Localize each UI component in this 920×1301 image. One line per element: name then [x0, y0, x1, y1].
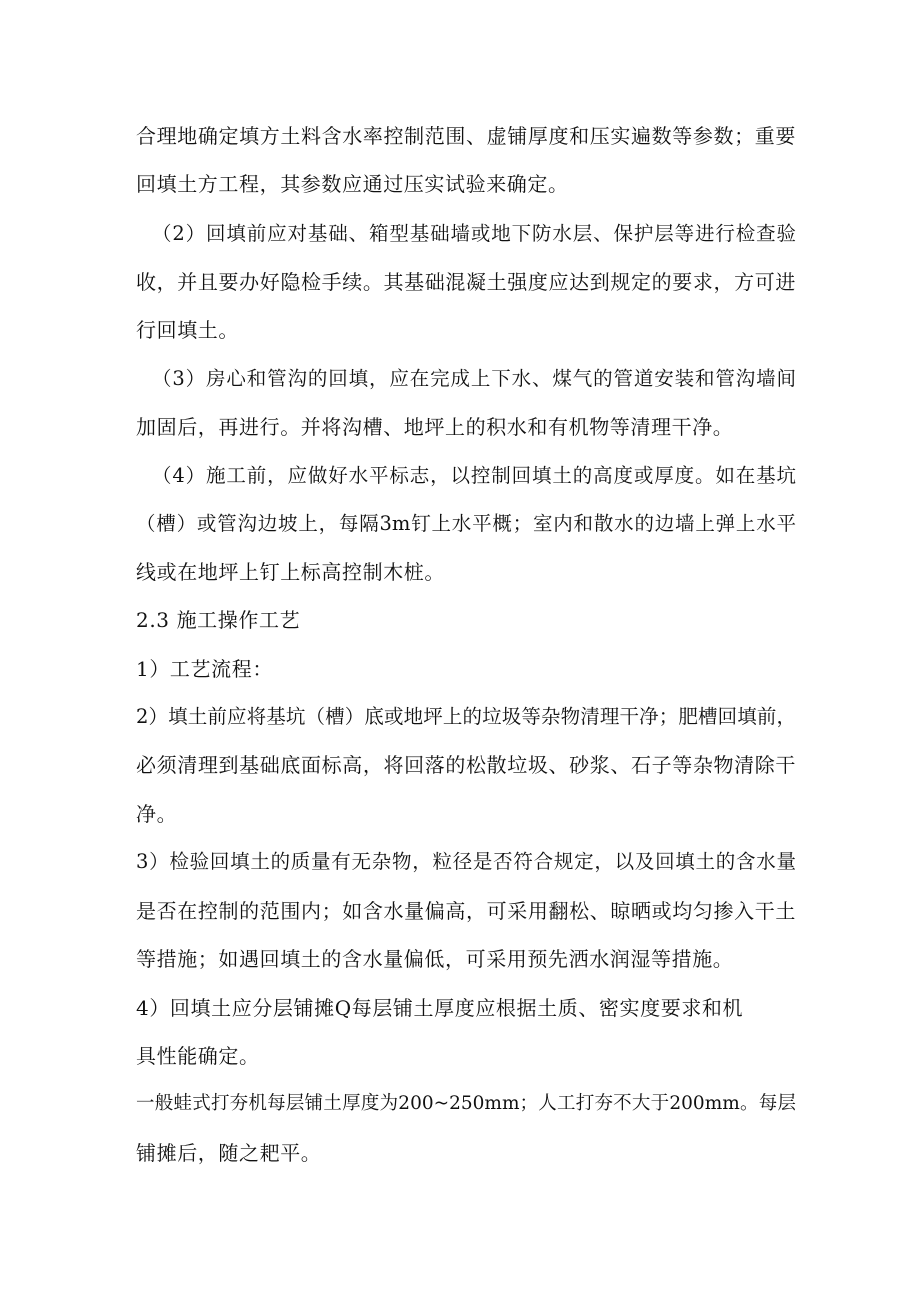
- section-heading: 2.3 施工操作工艺: [136, 608, 301, 632]
- text-line-12: 1）工艺流程：: [136, 657, 273, 681]
- text-line-19: 4）回填土应分层铺摊Q每层铺土厚度应根据土质、密实度要求和机: [136, 996, 744, 1020]
- text-line-10: 线或在地坪上钉上标高控制木桩。: [136, 560, 445, 584]
- text-line-4: 收，并且要办好隐检手续。其基础混凝土强度应达到规定的要求，方可进: [136, 270, 796, 294]
- text-line-16: 3）检验回填土的质量有无杂物，粒径是否符合规定，以及回填土的含水量: [136, 850, 796, 873]
- text-line-5: 行回填土。: [136, 318, 239, 342]
- text-line-18: 等措施；如遇回填土的含水量偏低，可采用预先洒水润湿等措施。: [136, 947, 734, 971]
- text-line-22: 铺摊后，随之耙平。: [136, 1141, 322, 1165]
- text-line-17: 是否在控制的范围内；如含水量偏高，可采用翻松、晾晒或均匀掺入干土: [136, 899, 796, 923]
- text-line-20: 具性能确定。: [136, 1044, 260, 1068]
- text-line-2: 回填土方工程，其参数应通过压实试验来确定。: [136, 172, 569, 196]
- text-line-14: 必须清理到基础底面标高，将回落的松散垃圾、砂浆、石子等杂物清除干: [136, 753, 796, 777]
- text-line-9: （槽）或管沟边坡上，每隔3m钉上水平概；室内和散水的边墙上弹上水平: [136, 512, 796, 535]
- text-line-6: （3）房心和管沟的回填，应在完成上下水、煤气的管道安装和管沟墙间: [152, 367, 796, 390]
- text-line-21: 一般蛙式打夯机每层铺土厚度为200~250mm；人工打夯不大于200mm。每层: [136, 1093, 796, 1114]
- text-line-8: （4）施工前，应做好水平标志，以控制回填土的高度或厚度。如在基坑: [152, 464, 796, 487]
- text-line-1: 合理地确定填方土料含水率控制范围、虚铺厚度和压实遍数等参数；重要: [136, 124, 796, 148]
- text-line-3: （2）回填前应对基础、箱型基础墙或地下防水层、保护层等进行检查验: [152, 222, 796, 245]
- text-line-13: 2）填土前应将基坑（槽）底或地坪上的垃圾等杂物清理干净；肥槽回填前，: [136, 705, 796, 728]
- text-line-7: 加固后，再进行。并将沟槽、地坪上的积水和有机物等清理干净。: [136, 415, 734, 439]
- text-line-15: 净。: [136, 802, 178, 826]
